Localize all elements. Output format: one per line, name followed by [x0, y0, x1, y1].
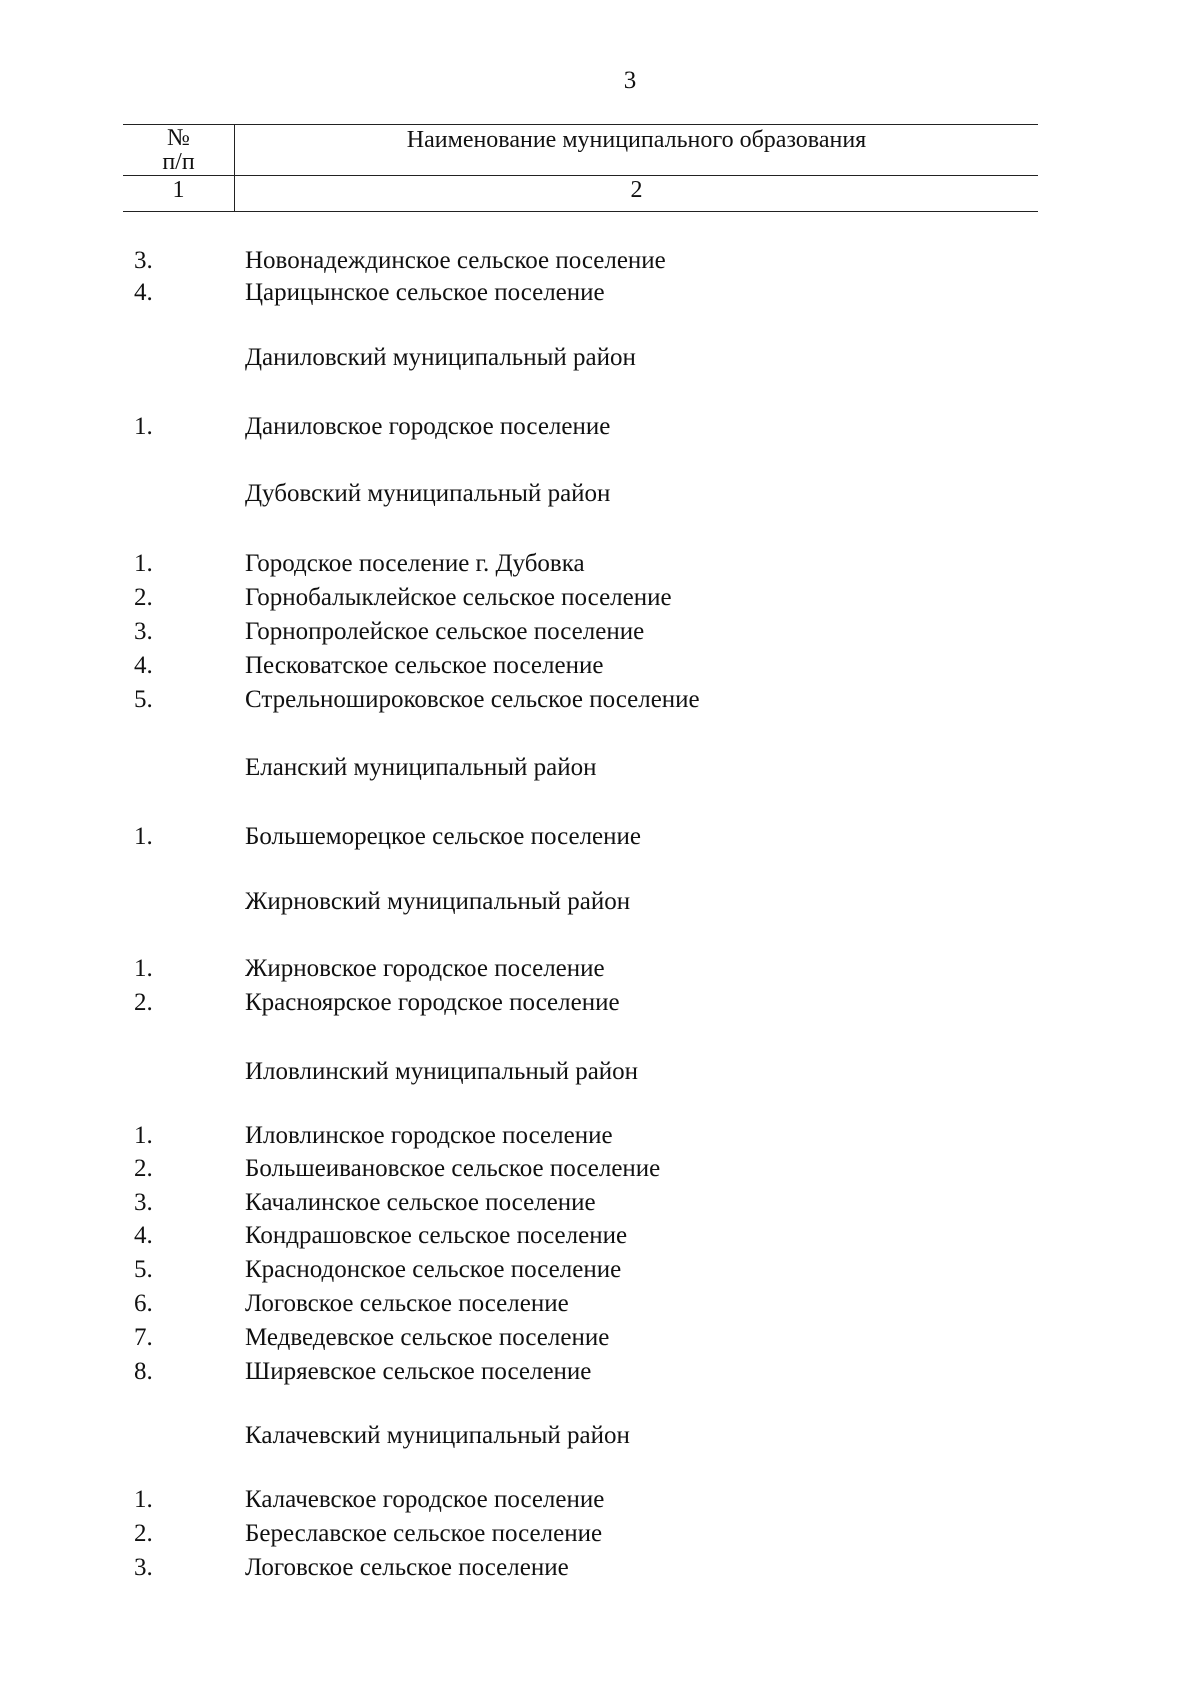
list-item: [0, 411, 1200, 443]
item-name: Логовское сельское поселение: [245, 1554, 569, 1581]
item-number: 2.: [134, 1155, 153, 1182]
list-item: [0, 1356, 1200, 1388]
page-number: 3: [623, 67, 637, 94]
list-item: [0, 1288, 1200, 1320]
item-number: 1.: [134, 1122, 153, 1149]
item-number: 4.: [134, 652, 153, 679]
district-title: Дубовский муниципальный район: [245, 480, 611, 507]
item-number: 2.: [134, 989, 153, 1016]
list-item: [0, 548, 1200, 580]
item-number: 4.: [134, 1222, 153, 1249]
item-name: Береславское сельское поселение: [245, 1520, 603, 1547]
item-number: 2.: [134, 584, 153, 611]
list-item: [0, 1187, 1200, 1219]
item-number: 3.: [134, 618, 153, 645]
item-number: 3.: [134, 1554, 153, 1581]
header-name-column: Наименование муниципального образования: [406, 127, 867, 153]
list-item: [0, 582, 1200, 614]
item-number: 5.: [134, 1256, 153, 1283]
item-number: 1.: [134, 955, 153, 982]
list-item: [0, 1120, 1200, 1152]
list-item: [0, 821, 1200, 853]
item-name: Жирновское городское поселение: [245, 955, 605, 982]
item-number: 3.: [134, 247, 153, 274]
item-name: Новонадеждинское сельское поселение: [245, 247, 666, 274]
item-name: Городское поселение г. Дубовка: [245, 550, 585, 577]
item-name: Большеморецкое сельское поселение: [245, 823, 641, 850]
header-number-label: № п/п: [162, 125, 195, 175]
list-item: [0, 650, 1200, 682]
item-name: Кондрашовское сельское поселение: [245, 1222, 628, 1249]
item-name: Горнопролейское сельское поселение: [245, 618, 645, 645]
list-item: [0, 1153, 1200, 1185]
list-item: [0, 1322, 1200, 1354]
item-number: 1.: [134, 1486, 153, 1513]
list-item: [0, 987, 1200, 1019]
district-title: Еланский муниципальный район: [245, 754, 597, 781]
item-number: 5.: [134, 686, 153, 713]
list-item: [0, 684, 1200, 716]
item-name: Краснодонское сельское поселение: [245, 1256, 622, 1283]
header-index-2: 2: [630, 177, 643, 203]
item-number: 2.: [134, 1520, 153, 1547]
item-number: 1.: [134, 823, 153, 850]
item-name: Логовское сельское поселение: [245, 1290, 569, 1317]
header-index-1: 1: [172, 177, 185, 203]
list-item: [0, 1518, 1200, 1550]
item-number: 1.: [134, 550, 153, 577]
item-name: Калачевское городское поселение: [245, 1486, 605, 1513]
item-name: Горнобалыклейское сельское поселение: [245, 584, 672, 611]
list-item: [0, 245, 1200, 277]
item-name: Царицынское сельское поселение: [245, 279, 605, 306]
item-name: Иловлинское городское поселение: [245, 1122, 613, 1149]
item-name: Ширяевское сельское поселение: [245, 1358, 592, 1385]
district-title: Даниловский муниципальный район: [245, 344, 636, 371]
item-number: 6.: [134, 1290, 153, 1317]
item-name: Медведевское сельское поселение: [245, 1324, 610, 1351]
list-item: [0, 1552, 1200, 1584]
list-item: [0, 1484, 1200, 1516]
item-number: 1.: [134, 413, 153, 440]
item-name: Качалинское сельское поселение: [245, 1189, 596, 1216]
item-name: Даниловское городское поселение: [245, 413, 611, 440]
district-title: Иловлинский муниципальный район: [245, 1058, 639, 1085]
list-item: [0, 277, 1200, 309]
list-item: [0, 616, 1200, 648]
item-number: 4.: [134, 279, 153, 306]
district-title: Калачевский муниципальный район: [245, 1422, 630, 1449]
item-name: Песковатское сельское поселение: [245, 652, 604, 679]
item-number: 8.: [134, 1358, 153, 1385]
item-number: 7.: [134, 1324, 153, 1351]
list-item: [0, 953, 1200, 985]
item-name: Стрельноширoковское сельское поселение: [245, 686, 700, 713]
list-item: [0, 1254, 1200, 1286]
district-title: Жирновский муниципальный район: [245, 888, 631, 915]
list-item: [0, 1220, 1200, 1252]
item-name: Красноярское городское поселение: [245, 989, 620, 1016]
item-number: 3.: [134, 1189, 153, 1216]
item-name: Большеивановское сельское поселение: [245, 1155, 661, 1182]
